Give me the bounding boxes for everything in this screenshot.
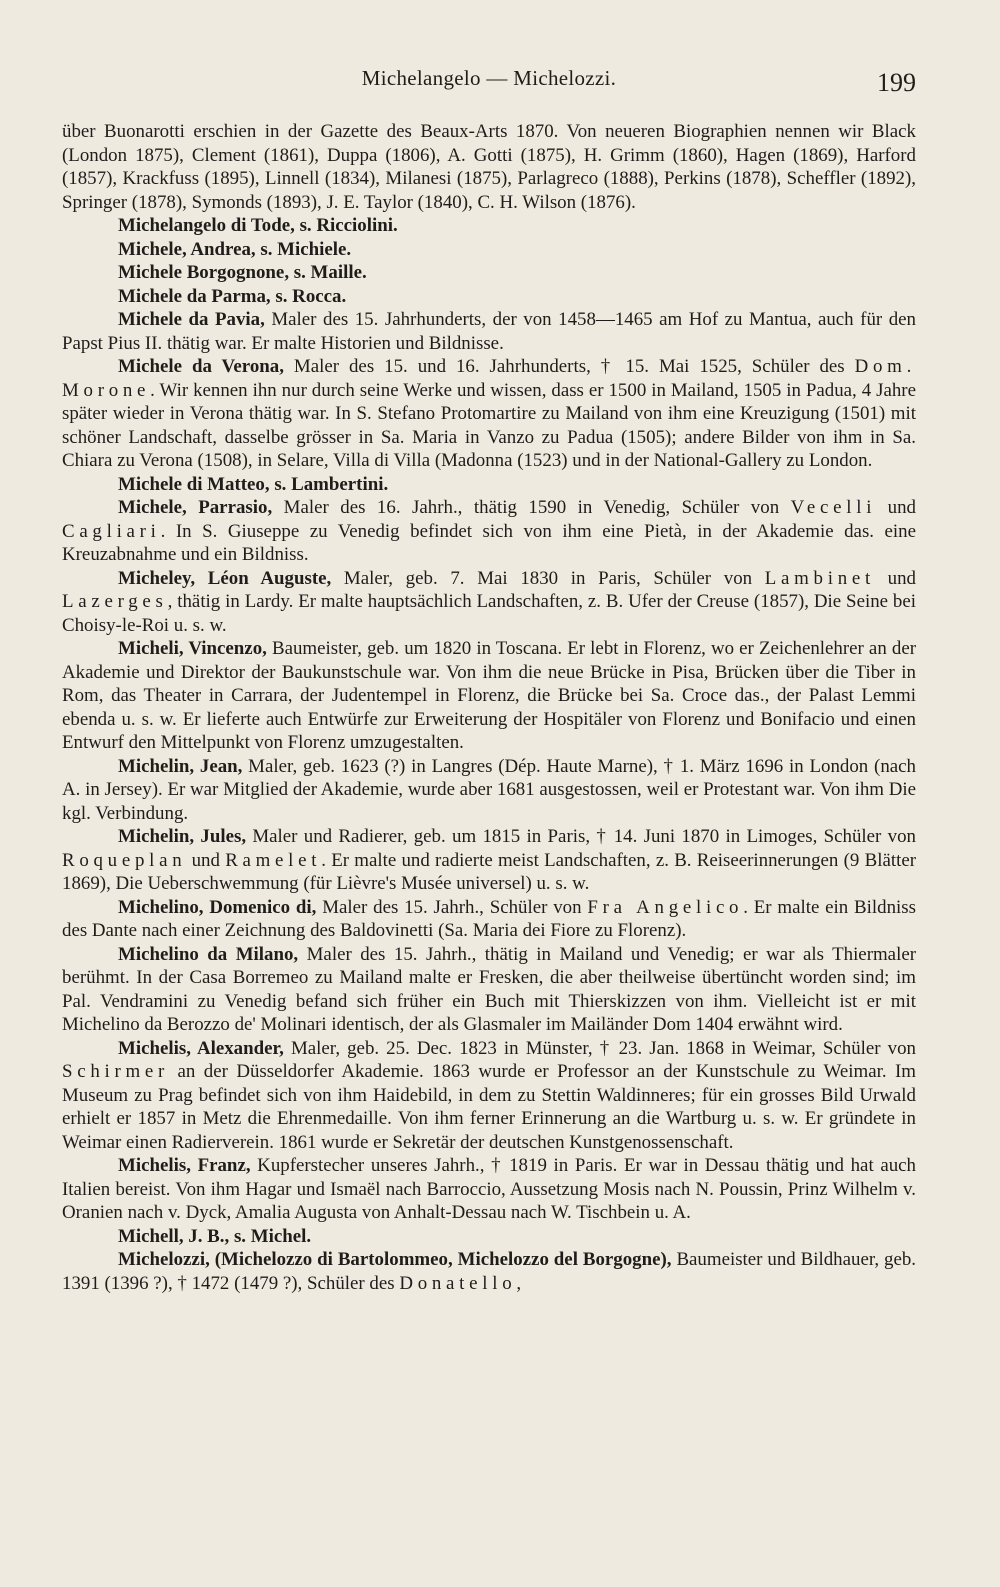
entry-headword: Michelino, Domenico di, <box>118 896 317 918</box>
spaced-name: Lambinet <box>764 567 875 589</box>
entry-text: und <box>874 567 916 589</box>
running-head: Michelangelo — Michelozzi. <box>361 66 617 90</box>
entry-headword: Michelangelo di Tode, s. Ricciolini. <box>118 215 398 236</box>
entry-text: und <box>876 497 916 518</box>
spaced-name: Lazerges <box>62 591 168 612</box>
entry-headword: Michele da Pavia, <box>118 309 265 330</box>
entry-headword: Michele da Verona, <box>118 356 284 377</box>
entry-headword: Michele di Matteo, s. Lambertini. <box>118 473 389 495</box>
entry-text: . Wir kennen ihn nur durch seine Werke und wissen, dass er 1500 in Mailand, 1505 in Padua, 4 Jahre später wieder in Verona thätig war. In S. Stefano Protomartire zu Mailand von ihm eine Kreuzigung (1501) mit schöner Landschaft, dasselbe grösser in Sa. Maria in Vanzo zu Padua (1505); andere Bilder von ihm in Sa. Chiara zu Verona (1508), in Selare, Villa di Villa (Madonna (1523) und in der National-Gallery zu London. <box>62 379 916 471</box>
dictionary-entry <box>62 755 916 826</box>
dictionary-entry <box>62 355 916 473</box>
entry-text: , <box>516 1272 522 1294</box>
dictionary-entry <box>62 1248 916 1295</box>
dictionary-entry <box>62 238 916 262</box>
entry-headword: Michelin, Jean, <box>118 755 243 777</box>
entry-headword: Micheli, Vincenzo, <box>118 638 267 659</box>
spaced-name: Vecelli <box>790 497 877 518</box>
entry-headword: Michell, J. B., s. Michel. <box>118 1225 312 1247</box>
page-header <box>62 64 916 98</box>
entry-headword: Michele, Andrea, s. Michiele. <box>118 238 352 260</box>
dictionary-entry <box>62 285 916 309</box>
dictionary-entry <box>62 473 916 497</box>
dictionary-entry <box>62 825 916 896</box>
entry-headword: Michele, Parrasio, <box>118 497 273 518</box>
dictionary-entry <box>62 308 916 355</box>
dictionary-entry <box>62 1154 916 1225</box>
entry-headword: Michele da Parma, s. Rocca. <box>118 285 347 307</box>
spaced-name: Schirmer <box>62 1061 170 1082</box>
spaced-name: Ramelet <box>225 849 322 871</box>
entry-text: Maler des 15. Jahrh., thätig in Mailand und Venedig; er war als Thiermaler berühmt. In der Casa Borremeo zu Mailand malte er Fresken, die aber theilweise übertüncht worden sind; im Pal. Vendramini zu Venedig befand sich früher ein Buch mit Thierskizzen von ihm. Vielleicht ist er mit Michelino da Berozzo de' Molinari identisch, der als Glasmaler im Mailänder Dom 1404 erwähnt wird. <box>62 943 916 1035</box>
dictionary-entry <box>62 896 916 943</box>
entry-headword: Michelis, Franz, <box>118 1155 251 1176</box>
dictionary-entry <box>62 943 916 1037</box>
entry-headword: Michelin, Jules, <box>118 826 247 847</box>
dictionary-entries <box>62 120 916 1295</box>
spaced-name: Roqueplan <box>62 849 187 871</box>
entry-text: über Buonarotti erschien in der Gazette des Beaux-Arts 1870. Von neueren Biographien nennen wir Black (London 1875), Clement (1861), Duppa (1806), A. Gotti (1875), H. Grimm (1860), Hagen (1869), Harford (1857), Krackfuss (1895), Linnell (1834), Milanesi (1875), Parlagreco (1888), Perkins (1878), Scheffler (1892), Springer (1878), Symonds (1893), J. E. Taylor (1840), C. H. Wilson (1876). <box>62 121 916 213</box>
entry-headword: Michelino da Milano, <box>118 943 299 965</box>
entry-text: Baumeister, geb. um 1820 in Toscana. Er lebt in Florenz, wo er Zeichenlehrer an der Akademie und Direktor der Baukunstschule war. Von ihm die neue Brücke in Pisa, Brücken über die Tiber in Rom, das Theater in Carrara, der Judentempel in Florenz, die Brücke bei Sa. Croce das., der Palast Lemmi ebenda u. s. w. Er lieferte auch Entwürfe zur Erweiterung der Hospitäler von Florenz und Bonifacio und einen Entwurf den Mittelpunkt von Florenz umzugestalten. <box>62 638 916 753</box>
entry-text: Maler des 16. Jahrh., thätig 1590 in Venedig, Schüler von <box>272 497 791 518</box>
entry-text: . Er malte und radierte meist Landschaften, z. B. Reiseerinnerungen (9 Blätter 1869), Die Ueberschwemmung (für Lièvre's Musée universel) u. s. w. <box>62 849 917 894</box>
dictionary-entry <box>62 1225 916 1249</box>
entry-text: Maler, geb. 7. Mai 1830 in Paris, Schüler von <box>331 567 765 589</box>
dictionary-entry <box>62 496 916 567</box>
dictionary-entry <box>62 120 916 214</box>
dictionary-entry <box>62 637 916 755</box>
spaced-name: Cagliari <box>62 520 161 542</box>
entry-headword: Michelozzi, (Michelozzo di Bartolommeo, Michelozzo del Borgogne), <box>118 1249 672 1270</box>
dictionary-entry <box>62 1037 916 1155</box>
entry-text: , thätig in Lardy. Er malte hauptsächlich Landschaften, z. B. Ufer der Creuse (1857), Die Seine bei Choisy-le-Roi u. s. w. <box>62 591 916 636</box>
entry-headword: Michelis, Alexander, <box>118 1037 284 1059</box>
entry-text: . Er malte ein Bildniss des Dante nach einer Zeichnung des Baldovinetti (Sa. Maria dei Fiore zu Florenz). <box>62 896 916 941</box>
entry-text: . In S. Giuseppe zu Venedig befindet sich von ihm eine Pietà, in der Akademie das. eine Kreuzabnahme und ein Bildniss. <box>62 520 916 565</box>
entry-text: und <box>186 849 226 871</box>
entry-text: Maler des 15. Jahrh., Schüler von <box>316 896 588 918</box>
entry-text: Maler des 15. Jahrhunderts, der von 1458—1465 am Hof zu Mantua, auch für den Papst Pius II. thätig war. Er malte Historien und Bildnisse. <box>62 309 916 354</box>
entry-text: Maler und Radierer, geb. um 1815 in Paris, † 14. Juni 1870 in Limoges, Schüler von <box>246 826 916 847</box>
dictionary-entry <box>62 261 916 285</box>
entry-text: Maler des 15. und 16. Jahrhunderts, † 15. Mai 1525, Schüler des <box>283 356 855 377</box>
entry-text: Baumeister und Bildhauer, geb. 1391 (1396 ?), † 1472 (1479 ?), Schüler des <box>62 1249 917 1294</box>
entry-text: Maler, geb. 1623 (?) in Langres (Dép. Haute Marne), † 1. März 1696 in London (nach A. in Jersey). Er war Mitglied der Akademie, wurde aber 1681 ausgestossen, weil er Protestant war. Von ihm Die kgl. Verbindung. <box>62 755 916 824</box>
dictionary-entry <box>62 567 916 638</box>
entry-headword: Micheley, Léon Auguste, <box>118 567 332 589</box>
spaced-name: Fra Angelico <box>587 896 744 918</box>
entry-text: Maler, geb. 25. Dec. 1823 in Münster, † 23. Jan. 1868 in Weimar, Schüler von <box>283 1037 916 1059</box>
page-number: 199 <box>877 68 916 97</box>
entry-headword: Michele Borgognone, s. Maille. <box>118 262 367 283</box>
spaced-name: Donatello <box>399 1272 517 1294</box>
spaced-name: Dom. Morone <box>62 356 917 401</box>
dictionary-entry <box>62 214 916 238</box>
entry-text: an der Düsseldorfer Akademie. 1863 wurde er Professor an der Kunstschule zu Weimar. Im Museum zu Prag befindet sich von ihm Haidebild, in dem zu Stettin Waldinneres; für ein grosses Bild Urwald erhielt er 1857 in Metz die Ehrenmedaille. Von ihm ferner Erinnerung an die Wartburg u. s. w. Er gründete in Weimar einen Radierverein. 1861 wurde er Sekretär der deutschen Kunstgenossenschaft. <box>62 1061 916 1153</box>
entry-text: Kupferstecher unseres Jahrh., † 1819 in Paris. Er war in Dessau thätig und hat auch Italien bereist. Von ihm Hagar und Ismaël nach Barroccio, Aussetzung Mosis nach N. Poussin, Prinz Wilhelm v. Oranien nach v. Dyck, Amalia Augusta von Anhalt-Dessau nach W. Tischbein u. A. <box>62 1155 916 1223</box>
